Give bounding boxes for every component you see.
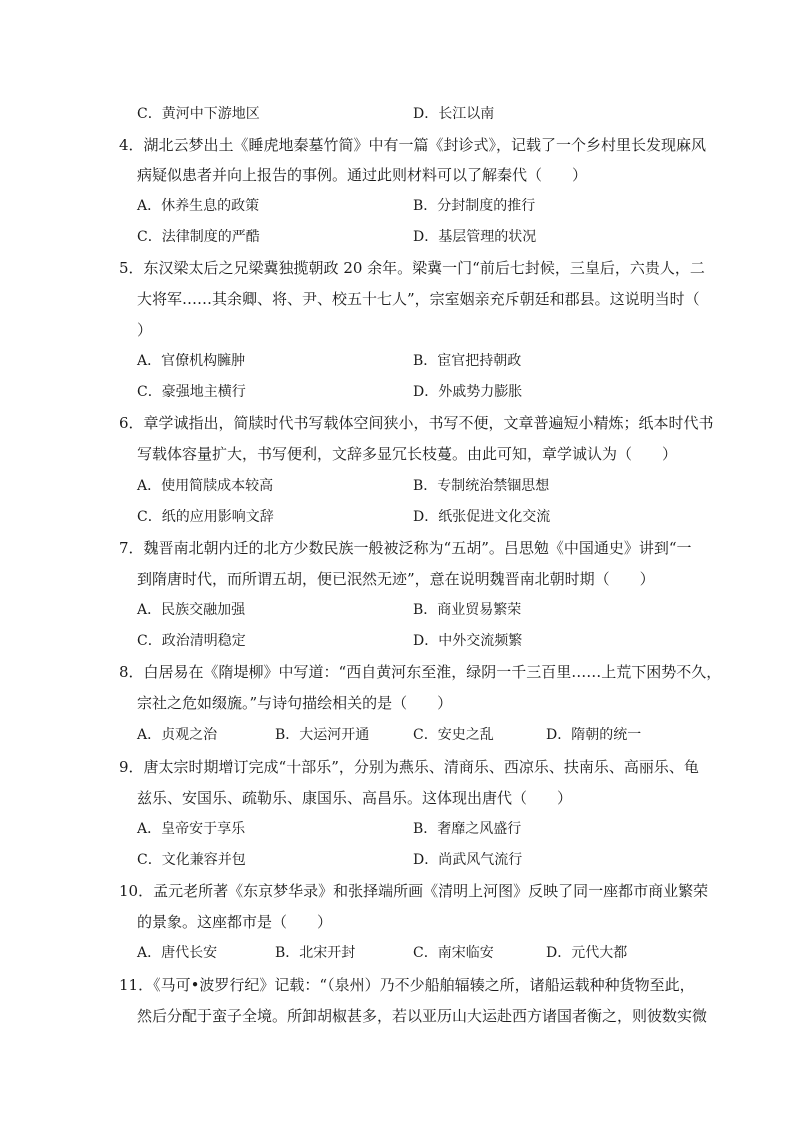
q11-stem-line1: 11．《马可•波罗行纪》记载：“（泉州）乃不少船舶辐辏之所，诸船运载种种货物至此， [119,976,695,994]
q4-option-b[interactable]: B．分封制度的推行 [413,198,536,214]
q11-stem-line2: 然后分配于蛮子全境。所卸胡椒甚多，若以亚历山大运赴西方诸国者衡之，则彼数实微 [137,1007,708,1025]
q7-stem-line2: 到隋唐时代，而所谓五胡，便已泯然无迹”，意在说明魏晋南北朝时期（ ） [137,570,655,588]
q6-option-a[interactable]: A．使用简牍成本较高 [137,478,274,494]
q6-stem-line1: 6．章学诚指出，简牍时代书写载体空间狭小，书写不便，文章普遍短小精炼；纸本时代书 [119,414,714,432]
q4-option-a[interactable]: A．休养生息的政策 [137,198,260,214]
q10-option-c[interactable]: C．南宋临安 [413,945,494,961]
q7-option-a[interactable]: A．民族交融加强 [137,602,246,618]
q7-option-b[interactable]: B．商业贸易繁荣 [413,602,522,618]
q9-option-b[interactable]: B．奢靡之风盛行 [413,821,522,837]
q8-option-b[interactable]: B．大运河开通 [275,727,370,743]
q5-option-b[interactable]: B．宦官把持朝政 [413,353,522,369]
q8-stem-line1: 8．白居易在《隋堤柳》中写道：“西自黄河东至淮，绿阴一千三百里……上荒下困势不久， [119,663,722,681]
q6-option-c[interactable]: C．纸的应用影响文辞 [137,509,274,525]
q5-option-d[interactable]: D．外戚势力膨胀 [413,384,523,400]
q10-stem-line2: 的景象。这座都市是（ ） [137,913,333,931]
q6-option-d[interactable]: D．纸张促进文化交流 [413,509,551,525]
q10-option-a[interactable]: A．唐代长安 [137,945,218,961]
q9-option-a[interactable]: A．皇帝安于享乐 [137,821,246,837]
q10-stem-line1: 10．孟元老所著《东京梦华录》和张择端所画《清明上河图》反映了同一座都市商业繁荣 [119,882,709,900]
q4-stem-line1: 4．湖北云梦出土《睡虎地秦墓竹简》中有一篇《封诊式》，记载了一个乡村里长发现麻风 [119,136,707,154]
q9-option-c[interactable]: C．文化兼容并包 [137,852,246,868]
q3-option-c[interactable]: C．黄河中下游地区 [137,106,260,122]
q3-option-d[interactable]: D．长江以南 [413,106,495,122]
q8-option-d[interactable]: D．隋朝的统一 [546,727,642,743]
q7-stem-line1: 7．魏晋南北朝内迁的北方少数民族一般被泛称为“五胡”。吕思勉《中国通史》讲到“一 [119,539,692,557]
q9-stem-line2: 兹乐、安国乐、疏勒乐、康国乐、高昌乐。这体现出唐代（ ） [137,789,573,807]
q8-option-c[interactable]: C．安史之乱 [413,727,494,743]
q4-stem-line2: 病疑似患者并向上报告的事例。通过此则材料可以了解秦代（ ） [137,166,588,184]
q7-option-d[interactable]: D．中外交流频繁 [413,633,523,649]
q5-option-c[interactable]: C．豪强地主横行 [137,384,246,400]
q6-stem-line2: 写载体容量扩大，书写便利，文辞多显冗长枝蔓。由此可知，章学诚认为（ ） [137,445,678,463]
q9-option-d[interactable]: D．尚武风气流行 [413,852,523,868]
q6-option-b[interactable]: B．专制统治禁锢思想 [413,478,550,494]
q10-option-b[interactable]: B．北宋开封 [275,945,356,961]
q8-option-a[interactable]: A．贞观之治 [137,727,218,743]
q5-stem-line1: 5．东汉梁太后之兄梁冀独揽朝政 20 余年。梁冀一门“前后七封候，三皇后，六贵人，二 [119,259,705,277]
q10-option-d[interactable]: D．元代大都 [546,945,628,961]
q5-option-a[interactable]: A．官僚机构臃肿 [137,353,246,369]
q5-stem-line2: 大将军……其余卿、将、尹、校五十七人”，宗室姻亲充斥朝廷和郡县。这说明当时（ [137,290,700,308]
q7-option-c[interactable]: C．政治清明稳定 [137,633,246,649]
q4-option-c[interactable]: C．法律制度的严酷 [137,229,260,245]
q5-stem-line3: ） [137,321,153,339]
q4-option-d[interactable]: D．基层管理的状况 [413,229,537,245]
q8-stem-line2: 宗社之危如缀旒。”与诗句描绘相关的是（ ） [137,694,453,712]
q9-stem-line1: 9．唐太宗时期增订完成“十部乐”，分别为燕乐、清商乐、西凉乐、扶南乐、高丽乐、龟 [119,758,699,776]
